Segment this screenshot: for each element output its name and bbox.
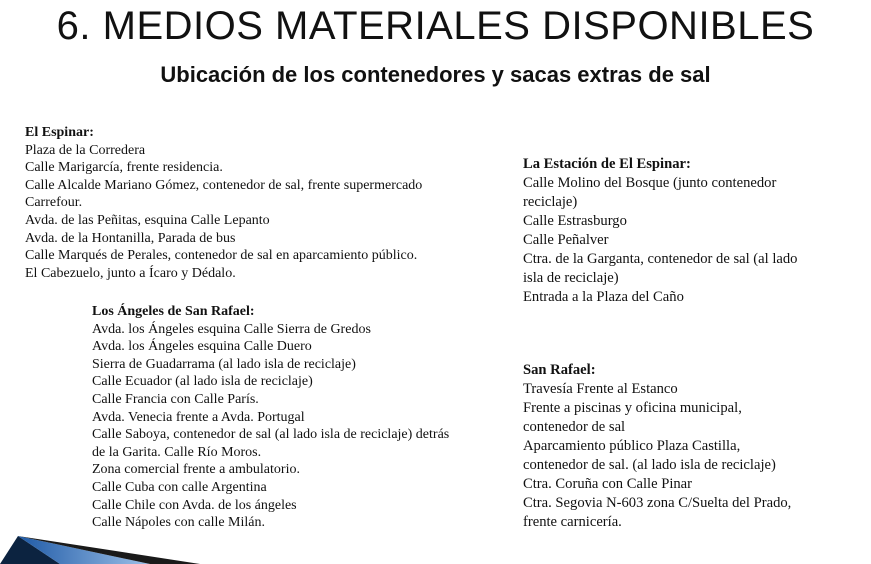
section-san-rafael — [523, 361, 843, 532]
list-item: Travesía Frente al Estanco — [523, 381, 678, 397]
list-item: El Cabezuelo, junto a Ícaro y Dédalo. — [25, 265, 236, 281]
location-list — [523, 174, 843, 307]
list-item: Calle Nápoles con calle Milán. — [92, 515, 265, 531]
list-item: Calle Molino del Bosque (junto contenedor — [523, 175, 777, 191]
list-item: Carrefour. — [25, 195, 83, 211]
list-item: Ctra. Coruña con Calle Pinar — [523, 476, 693, 492]
list-item: Calle Chile con Avda. de los ángeles — [92, 497, 297, 513]
corner-decoration — [0, 514, 200, 564]
section-los-angeles — [92, 303, 482, 532]
list-item: Frente a piscinas y oficina municipal, — [523, 400, 742, 416]
page-title: 6. MEDIOS MATERIALES DISPONIBLES — [56, 4, 815, 48]
list-item: Plaza de la Corredera — [25, 142, 146, 158]
list-item: Avda. los Ángeles esquina Calle Duero — [92, 339, 312, 355]
list-item: reciclaje) — [523, 194, 578, 210]
section-heading: San Rafael: — [523, 362, 596, 378]
list-item: Aparcamiento público Plaza Castilla, — [523, 438, 741, 454]
list-item: Entrada a la Plaza del Caño — [523, 289, 684, 305]
list-item: Sierra de Guadarrama (al lado isla de reciclaje) — [92, 356, 356, 372]
list-item: isla de reciclaje) — [523, 270, 619, 286]
list-item: Zona comercial frente a ambulatorio. — [92, 462, 300, 478]
list-item: contenedor de sal. (al lado isla de reciclaje) — [523, 457, 776, 473]
section-heading: Los Ángeles de San Rafael: — [92, 304, 255, 319]
list-item: Calle Cuba con calle Argentina — [92, 479, 267, 495]
list-item: Calle Marqués de Perales, contenedor de sal en aparcamiento público. — [25, 248, 418, 264]
list-item: Calle Ecuador (al lado isla de reciclaje) — [92, 374, 313, 390]
location-list — [25, 142, 485, 283]
list-item: de la Garita. Calle Río Moros. — [92, 444, 262, 460]
list-item: Calle Saboya, contenedor de sal (al lado isla de reciclaje) detrás — [92, 427, 450, 443]
location-list — [523, 380, 843, 532]
list-item: Avda. los Ángeles esquina Calle Sierra de Gredos — [92, 321, 371, 337]
list-item: Calle Alcalde Mariano Gómez, contenedor de sal, frente supermercado — [25, 177, 423, 193]
list-item: Calle Francia con Calle París. — [92, 391, 259, 407]
section-la-estacion — [523, 155, 843, 307]
list-item: Ctra. de la Garganta, contenedor de sal (al lado — [523, 251, 798, 267]
list-item: contenedor de sal — [523, 419, 626, 435]
list-item: frente carnicería. — [523, 514, 622, 530]
list-item: Avda. de las Peñitas, esquina Calle Lepanto — [25, 212, 270, 228]
page-subtitle: Ubicación de los contenedores y sacas extras de sal — [160, 62, 711, 87]
list-item: Calle Peñalver — [523, 232, 609, 248]
section-el-espinar — [25, 124, 485, 282]
list-item: Avda. Venecia frente a Avda. Portugal — [92, 409, 305, 425]
section-heading: El Espinar: — [25, 125, 94, 140]
list-item: Calle Estrasburgo — [523, 213, 627, 229]
list-item: Avda. de la Hontanilla, Parada de bus — [25, 230, 236, 246]
list-item: Ctra. Segovia N-603 zona C/Suelta del Prado, — [523, 495, 792, 511]
location-list — [92, 321, 482, 532]
section-heading: La Estación de El Espinar: — [523, 156, 691, 172]
list-item: Calle Marigarcía, frente residencia. — [25, 160, 223, 176]
